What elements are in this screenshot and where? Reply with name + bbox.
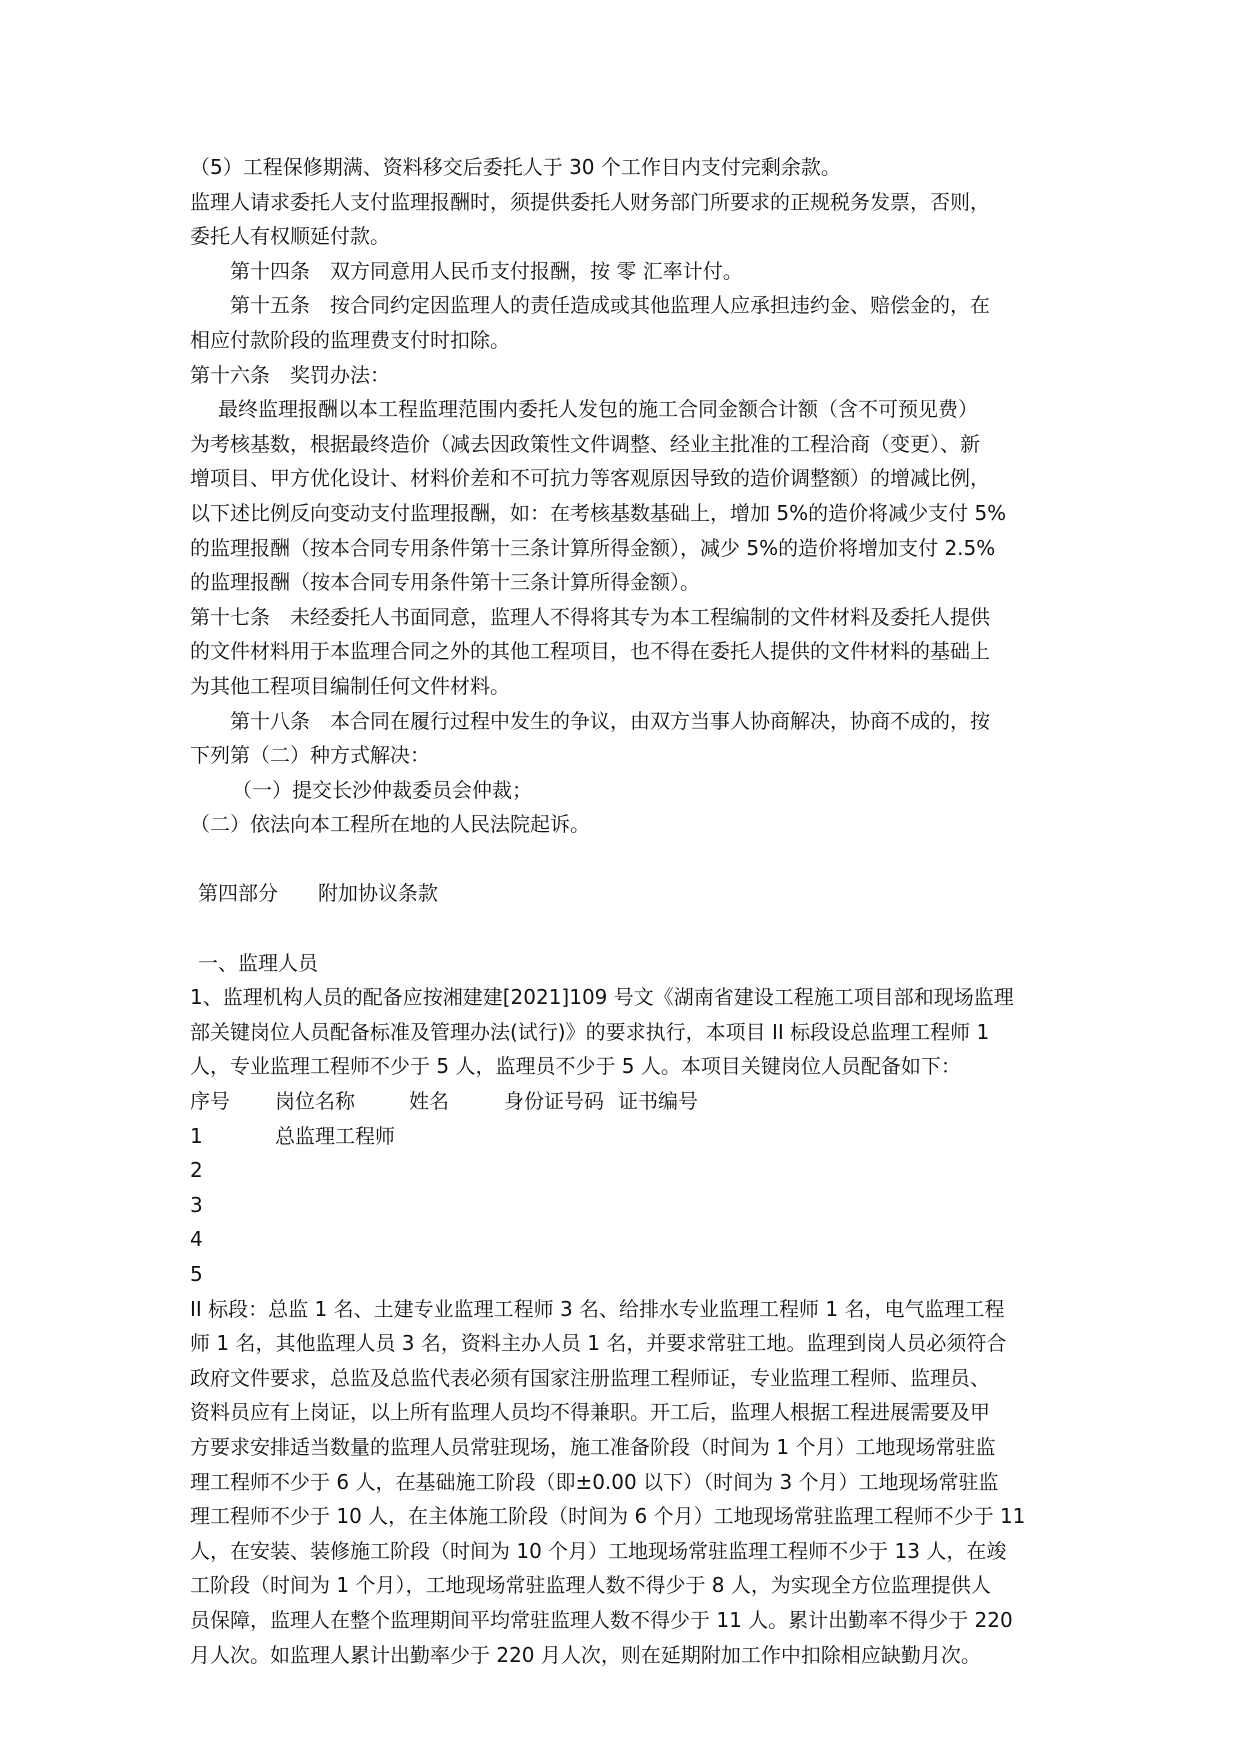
text-line: 的监理报酬（按本合同专用条件第十三条计算所得金额），减少 5%的造价将增加支付 2.5% (190, 535, 996, 560)
text-line: 为考核基数，根据最终造价（减去因政策性文件调整、经业主批准的工程洽商（变更）、新 (190, 431, 980, 456)
text-line: 下列第（二）种方式解决： (190, 743, 430, 768)
text-line: 委托人有权顺延付款。 (190, 224, 390, 249)
text-line: 人，在安装、装修施工阶段（时间为 10 个月）工地现场常驻监理工程师不少于 13 人，在竣 (190, 1538, 1007, 1563)
blank-line (190, 911, 1060, 946)
header-name: 姓名 (409, 1089, 449, 1114)
text-line: 部关键岗位人员配备标准及管理办法(试行)》的要求执行，本项目 II 标段设总监理工程师 1 (190, 1019, 990, 1044)
text-line: 方要求安排适当数量的监理人员常驻现场，施工准备阶段（时间为 1 个月）工地现场常驻监 (190, 1434, 996, 1459)
text-line: 的文件材料用于本监理合同之外的其他工程项目，也不得在委托人提供的文件材料的基础上 (190, 639, 990, 664)
article-14: 第十四条 双方同意用人民币支付报酬，按 零 汇率计付。 (230, 258, 743, 283)
text-line: 的监理报酬（按本合同专用条件第十三条计算所得金额）。 (190, 570, 700, 595)
table-row (190, 1119, 1060, 1154)
text-line: 为其他工程项目编制任何文件材料。 (190, 673, 510, 698)
section-heading-staff: 一、监理人员 (198, 950, 318, 975)
document-body (190, 150, 1060, 1672)
table-row (190, 1257, 1060, 1292)
header-certificate: 证书编号 (618, 1089, 698, 1114)
header-id-number: 身份证号码 (504, 1089, 604, 1114)
text-line: （5）工程保修期满、资料移交后委托人于 30 个工作日内支付完剩余款。 (190, 155, 841, 179)
article-15: 第十五条 按合同约定因监理人的责任造成或其他监理人应承担违约金、赔偿金的，在 (230, 293, 990, 318)
table-row (190, 1153, 1060, 1188)
row-seq: 5 (190, 1262, 203, 1286)
text-line: 最终监理报酬以本工程监理范围内委托人发包的施工合同金额合计额（含不可预见费） (218, 397, 978, 422)
header-post: 岗位名称 (275, 1089, 355, 1114)
row-post: 总监理工程师 (275, 1123, 395, 1148)
text-line: 监理人请求委托人支付监理报酬时，须提供委托人财务部门所要求的正规税务发票，否则， (190, 189, 990, 214)
blank-line (190, 842, 1060, 877)
text-line: 人，专业监理工程师不少于 5 人，监理员不少于 5 人。本项目关键岗位人员配备如下： (190, 1054, 961, 1079)
table-row (190, 1222, 1060, 1257)
row-seq: 1 (190, 1123, 203, 1148)
dispute-option-1: （一）提交长沙仲裁委员会仲裁； (232, 777, 532, 802)
article-17: 第十七条 未经委托人书面同意，监理人不得将其专为本工程编制的文件材料及委托人提供 (190, 604, 990, 629)
staff-table (190, 1084, 1060, 1292)
table-row (190, 1188, 1060, 1223)
article-18: 第十八条 本合同在履行过程中发生的争议，由双方当事人协商解决，协商不成的，按 (230, 708, 990, 733)
text-line: 工阶段（时间为 1 个月），工地现场常驻监理人数不得少于 8 人，为实现全方位监理提供人 (190, 1573, 991, 1598)
text-line: 理工程师不少于 6 人，在基础施工阶段（即±0.00 以下）（时间为 3 个月）工地现场常驻监 (190, 1469, 999, 1494)
text-line: 以下述比例反向变动支付监理报酬，如：在考核基数基础上，增加 5%的造价将减少支付 5% (190, 500, 1007, 525)
article-16-heading: 第十六条 奖罚办法： (190, 362, 390, 387)
row-seq: 3 (190, 1192, 203, 1217)
row-seq: 2 (190, 1158, 203, 1183)
text-line: II 标段：总监 1 名、土建专业监理工程师 3 名、给排水专业监理工程师 1 名，电气监理工程 (190, 1296, 1005, 1321)
staff-table-header (190, 1084, 1060, 1119)
text-line: 理工程师不少于 10 人，在主体施工阶段（时间为 6 个月）工地现场常驻监理工程师不少于 11 (190, 1504, 1026, 1529)
row-seq: 4 (190, 1227, 203, 1252)
text-line: 增项目、甲方优化设计、材料价差和不可抗力等客观原因导致的造价调整额）的增减比例， (190, 466, 990, 491)
text-line: 月人次。如监理人累计出勤率少于 220 月人次，则在延期附加工作中扣除相应缺勤月次。 (190, 1642, 981, 1667)
text-line: 员保障，监理人在整个监理期间平均常驻监理人数不得少于 11 人。累计出勤率不得少于 220 (190, 1607, 1013, 1632)
text-line: 师 1 名，其他监理人员 3 名，资料主办人员 1 名，并要求常驻工地。监理到岗人员必须符合 (190, 1331, 1007, 1356)
part-four-heading: 第四部分 附加协议条款 (198, 881, 438, 906)
text-line: 相应付款阶段的监理费支付时扣除。 (190, 327, 510, 352)
text-line: 资料员应有上岗证，以上所有监理人员均不得兼职。开工后，监理人根据工程进展需要及甲 (190, 1400, 990, 1425)
text-line: 政府文件要求，总监及总监代表必须有国家注册监理工程师证，专业监理工程师、监理员、 (190, 1365, 990, 1390)
header-seq: 序号 (190, 1089, 230, 1114)
dispute-option-2: （二）依法向本工程所在地的人民法院起诉。 (190, 812, 590, 837)
text-line: 1、监理机构人员的配备应按湘建建[2021]109 号文《湖南省建设工程施工项目部和现场监理 (190, 985, 1014, 1010)
